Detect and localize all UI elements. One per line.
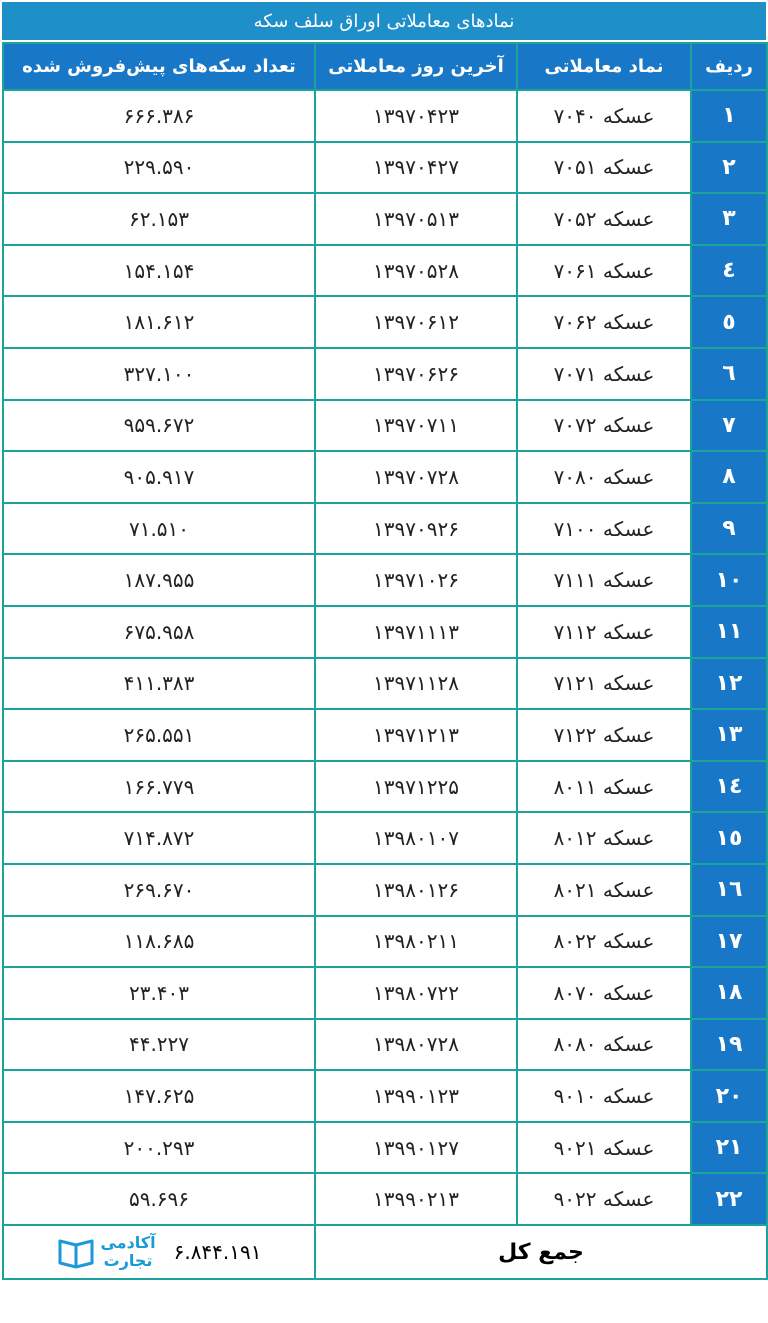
symbol-cell: عسکه ۷۱۰۰ — [517, 503, 691, 555]
last-day-cell: ۱۳۹۷۱۲۱۳ — [315, 709, 517, 761]
symbol-cell: عسکه ۷۰۶۲ — [517, 296, 691, 348]
symbol-cell: عسکه ۹۰۲۲ — [517, 1173, 691, 1225]
last-day-cell: ۱۳۹۸۰۷۲۸ — [315, 1019, 517, 1071]
table-row — [3, 554, 767, 606]
count-cell: ۶۷۵.۹۵۸ — [3, 606, 315, 658]
coin-forward-table — [2, 42, 768, 1280]
table-row — [3, 503, 767, 555]
row-number-cell: ۱۰ — [691, 554, 767, 606]
table-row — [3, 658, 767, 710]
table-row — [3, 761, 767, 813]
row-number-cell: ۱۲ — [691, 658, 767, 710]
table-row — [3, 1173, 767, 1225]
symbol-cell: عسکه ۷۱۲۲ — [517, 709, 691, 761]
count-cell: ۱۱۸.۶۸۵ — [3, 916, 315, 968]
symbol-cell: عسکه ۷۰۷۲ — [517, 400, 691, 452]
table-row — [3, 812, 767, 864]
count-cell: ۵۹.۶۹۶ — [3, 1173, 315, 1225]
last-day-cell: ۱۳۹۷۰۵۲۸ — [315, 245, 517, 297]
symbol-cell: عسکه ۸۰۲۲ — [517, 916, 691, 968]
count-cell: ۱۸۱.۶۱۲ — [3, 296, 315, 348]
row-number-cell: ۷ — [691, 400, 767, 452]
symbol-cell: عسکه ۷۰۸۰ — [517, 451, 691, 503]
last-day-cell: ۱۳۹۷۰۶۱۲ — [315, 296, 517, 348]
book-icon — [56, 1235, 96, 1269]
symbol-cell: عسکه ۸۰۷۰ — [517, 967, 691, 1019]
count-cell: ۶۲.۱۵۳ — [3, 193, 315, 245]
last-day-cell: ۱۳۹۷۰۷۲۸ — [315, 451, 517, 503]
last-day-cell: ۱۳۹۸۰۷۲۲ — [315, 967, 517, 1019]
last-day-cell: ۱۳۹۹۰۱۲۳ — [315, 1070, 517, 1122]
last-day-cell: ۱۳۹۷۰۴۲۳ — [315, 90, 517, 142]
last-day-cell: ۱۳۹۷۰۵۱۳ — [315, 193, 517, 245]
count-cell: ۴۱۱.۳۸۳ — [3, 658, 315, 710]
last-day-cell: ۱۳۹۸۰۱۲۶ — [315, 864, 517, 916]
total-value: ۶.۸۴۴.۱۹۱ — [173, 1240, 262, 1265]
table-row — [3, 142, 767, 194]
count-cell: ۱۴۷.۶۲۵ — [3, 1070, 315, 1122]
count-cell: ۲۰۰.۲۹۳ — [3, 1122, 315, 1174]
count-cell: ۴۴.۲۲۷ — [3, 1019, 315, 1071]
table-row — [3, 296, 767, 348]
table-row — [3, 1019, 767, 1071]
row-number-cell: ۲۲ — [691, 1173, 767, 1225]
last-day-cell: ۱۳۹۷۱۱۱۳ — [315, 606, 517, 658]
count-cell: ۶۶۶.۳۸۶ — [3, 90, 315, 142]
symbol-cell: عسکه ۷۰۵۱ — [517, 142, 691, 194]
row-number-cell: ۱٦ — [691, 864, 767, 916]
last-day-cell: ۱۳۹۷۰۷۱۱ — [315, 400, 517, 452]
count-cell: ۲۶۵.۵۵۱ — [3, 709, 315, 761]
symbol-cell: عسکه ۷۰۶۱ — [517, 245, 691, 297]
count-cell: ۷۱۴.۸۷۲ — [3, 812, 315, 864]
last-day-cell: ۱۳۹۷۱۲۲۵ — [315, 761, 517, 813]
header-symbol: نماد معاملاتی — [517, 43, 691, 90]
symbol-cell: عسکه ۸۰۸۰ — [517, 1019, 691, 1071]
last-day-cell: ۱۳۹۷۰۹۲۶ — [315, 503, 517, 555]
table-row — [3, 193, 767, 245]
symbol-cell: عسکه ۸۰۱۲ — [517, 812, 691, 864]
row-number-cell: ۱٤ — [691, 761, 767, 813]
symbol-cell: عسکه ۹۰۱۰ — [517, 1070, 691, 1122]
header-row-number: ردیف — [691, 43, 767, 90]
row-number-cell: ۸ — [691, 451, 767, 503]
row-number-cell: ۱۳ — [691, 709, 767, 761]
row-number-cell: ۲۰ — [691, 1070, 767, 1122]
logo — [56, 1234, 155, 1270]
row-number-cell: ٦ — [691, 348, 767, 400]
table-row — [3, 709, 767, 761]
logo-line-1: آکادمی — [100, 1233, 156, 1253]
header-count: تعداد سکه‌های پیش‌فروش شده — [3, 43, 315, 90]
last-day-cell: ۱۳۹۸۰۲۱۱ — [315, 916, 517, 968]
table-row — [3, 348, 767, 400]
last-day-cell: ۱۳۹۸۰۱۰۷ — [315, 812, 517, 864]
row-number-cell: ۱۱ — [691, 606, 767, 658]
table-row — [3, 916, 767, 968]
table-row — [3, 245, 767, 297]
row-number-cell: ۲ — [691, 142, 767, 194]
total-cell — [3, 1225, 315, 1279]
count-cell: ۲۲۹.۵۹۰ — [3, 142, 315, 194]
count-cell: ۲۶۹.۶۷۰ — [3, 864, 315, 916]
row-number-cell: ٥ — [691, 296, 767, 348]
last-day-cell: ۱۳۹۷۱۰۲۶ — [315, 554, 517, 606]
count-cell: ۷۱.۵۱۰ — [3, 503, 315, 555]
count-cell: ۱۶۶.۷۷۹ — [3, 761, 315, 813]
symbol-cell: عسکه ۷۱۲۱ — [517, 658, 691, 710]
row-number-cell: ۱۸ — [691, 967, 767, 1019]
last-day-cell: ۱۳۹۷۰۶۲۶ — [315, 348, 517, 400]
row-number-cell: ۱ — [691, 90, 767, 142]
count-cell: ۹۵۹.۶۷۲ — [3, 400, 315, 452]
symbol-cell: عسکه ۹۰۲۱ — [517, 1122, 691, 1174]
total-label: جمع کل — [315, 1225, 767, 1279]
symbol-cell: عسکه ۷۱۱۲ — [517, 606, 691, 658]
last-day-cell: ۱۳۹۹۰۲۱۳ — [315, 1173, 517, 1225]
last-day-cell: ۱۳۹۷۰۴۲۷ — [315, 142, 517, 194]
table-row — [3, 967, 767, 1019]
count-cell: ۱۵۴.۱۵۴ — [3, 245, 315, 297]
row-number-cell: ۱۹ — [691, 1019, 767, 1071]
row-number-cell: ۱۷ — [691, 916, 767, 968]
symbol-cell: عسکه ۷۱۱۱ — [517, 554, 691, 606]
symbol-cell: عسکه ۷۰۵۲ — [517, 193, 691, 245]
count-cell: ۳۲۷.۱۰۰ — [3, 348, 315, 400]
total-row — [3, 1225, 767, 1279]
row-number-cell: ۱٥ — [691, 812, 767, 864]
table-body — [3, 90, 767, 1225]
header-row — [3, 43, 767, 90]
last-day-cell: ۱۳۹۹۰۱۲۷ — [315, 1122, 517, 1174]
table-row — [3, 1070, 767, 1122]
table-row — [3, 400, 767, 452]
table-row — [3, 606, 767, 658]
symbol-cell: عسکه ۸۰۱۱ — [517, 761, 691, 813]
count-cell: ۹۰۵.۹۱۷ — [3, 451, 315, 503]
table-row — [3, 90, 767, 142]
symbol-cell: عسکه ۸۰۲۱ — [517, 864, 691, 916]
row-number-cell: ۹ — [691, 503, 767, 555]
row-number-cell: ۲۱ — [691, 1122, 767, 1174]
count-cell: ۲۳.۴۰۳ — [3, 967, 315, 1019]
table-row — [3, 1122, 767, 1174]
logo-line-2: تجارت — [103, 1251, 153, 1271]
row-number-cell: ۳ — [691, 193, 767, 245]
last-day-cell: ۱۳۹۷۱۱۲۸ — [315, 658, 517, 710]
table-title: نمادهای معاملاتی اوراق سلف سکه — [2, 2, 766, 42]
symbol-cell: عسکه ۷۰۴۰ — [517, 90, 691, 142]
symbol-cell: عسکه ۷۰۷۱ — [517, 348, 691, 400]
header-last-day: آخرین روز معاملاتی — [315, 43, 517, 90]
row-number-cell: ٤ — [691, 245, 767, 297]
table-row — [3, 451, 767, 503]
table-row — [3, 864, 767, 916]
count-cell: ۱۸۷.۹۵۵ — [3, 554, 315, 606]
